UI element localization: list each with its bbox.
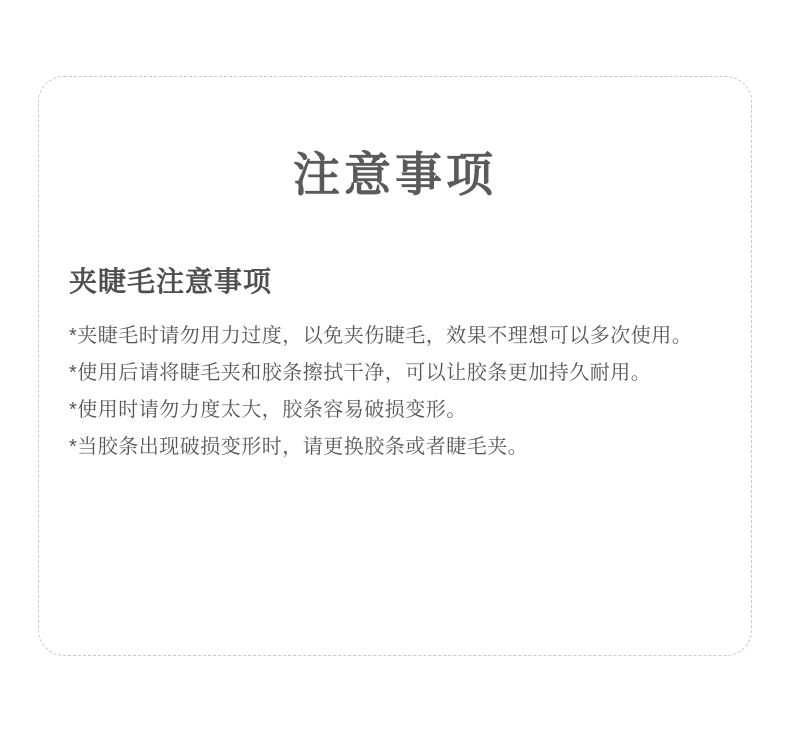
- list-item: *当胶条出现破损变形时，请更换胶条或者睫毛夹。: [69, 436, 529, 459]
- notice-card: [38, 76, 752, 656]
- list-item: *使用后请将睫毛夹和胶条擦拭干净，可以让胶条更加持久耐用。: [69, 362, 652, 385]
- section-heading: 夹睫毛注意事项: [69, 265, 273, 297]
- notice-section: [39, 201, 751, 467]
- page-title: 注意事项: [293, 148, 497, 201]
- list-item: *夹睫毛时请勿用力过度，以免夹伤睫毛，效果不理想可以多次使用。: [69, 325, 693, 348]
- notice-list: [69, 298, 723, 466]
- list-item: *使用时请勿力度太大，胶条容易破损变形。: [69, 399, 467, 422]
